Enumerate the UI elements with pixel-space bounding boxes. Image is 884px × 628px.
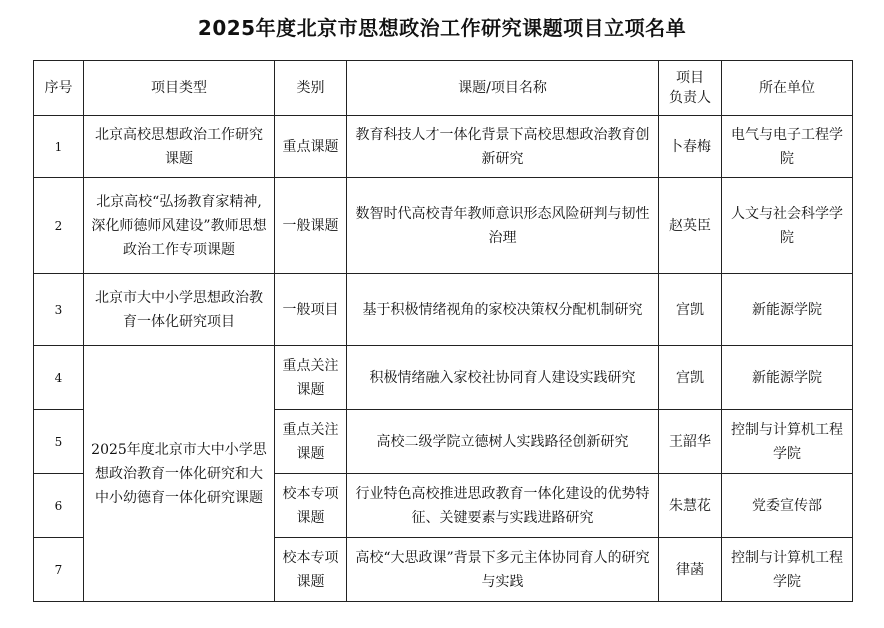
cell-unit: 新能源学院 (722, 274, 853, 346)
cell-name: 数智时代高校青年教师意识形态风险研判与韧性治理 (347, 178, 659, 274)
cell-type-merged: 2025年度北京市大中小学思想政治教育一体化研究和大中小幼德育一体化研究课题 (84, 346, 275, 602)
cell-seq: 6 (34, 474, 84, 538)
table-row (34, 178, 853, 274)
cell-category: 一般课题 (275, 178, 347, 274)
cell-unit: 党委宣传部 (722, 474, 853, 538)
cell-category: 一般项目 (275, 274, 347, 346)
cell-type: 北京高校“弘扬教育家精神,深化师德师风建设”教师思想政治工作专项课题 (84, 178, 275, 274)
cell-seq: 7 (34, 538, 84, 602)
table-row (34, 346, 853, 410)
cell-leader: 卜春梅 (659, 116, 722, 178)
cell-seq: 2 (34, 178, 84, 274)
cell-unit: 控制与计算机工程学院 (722, 538, 853, 602)
cell-name: 高校二级学院立德树人实践路径创新研究 (347, 410, 659, 474)
cell-name: 基于积极情绪视角的家校决策权分配机制研究 (347, 274, 659, 346)
cell-seq: 1 (34, 116, 84, 178)
cell-leader: 宫凯 (659, 274, 722, 346)
cell-name: 行业特色高校推进思政教育一体化建设的优势特征、关键要素与实践进路研究 (347, 474, 659, 538)
header-seq: 序号 (34, 61, 84, 116)
header-leader (659, 61, 722, 116)
project-table (33, 60, 853, 602)
header-name: 课题/项目名称 (347, 61, 659, 116)
header-type: 项目类型 (84, 61, 275, 116)
cell-type: 北京市大中小学思想政治教育一体化研究项目 (84, 274, 275, 346)
table-row (34, 116, 853, 178)
cell-unit: 控制与计算机工程学院 (722, 410, 853, 474)
cell-category: 重点关注课题 (275, 346, 347, 410)
cell-leader: 宫凯 (659, 346, 722, 410)
cell-unit: 电气与电子工程学院 (722, 116, 853, 178)
header-category: 类别 (275, 61, 347, 116)
cell-category: 重点关注课题 (275, 410, 347, 474)
header-leader-line1: 项目 (676, 70, 704, 86)
cell-category: 重点课题 (275, 116, 347, 178)
cell-name: 高校“大思政课”背景下多元主体协同育人的研究与实践 (347, 538, 659, 602)
cell-category: 校本专项课题 (275, 538, 347, 602)
cell-unit: 人文与社会科学学院 (722, 178, 853, 274)
cell-name: 教育科技人才一体化背景下高校思想政治教育创新研究 (347, 116, 659, 178)
page-title: 2025年度北京市思想政治工作研究课题项目立项名单 (197, 16, 687, 40)
header-leader-line2: 负责人 (669, 90, 711, 106)
table-row (34, 274, 853, 346)
cell-name: 积极情绪融入家校社协同育人建设实践研究 (347, 346, 659, 410)
header-row (34, 61, 853, 116)
cell-leader: 朱慧花 (659, 474, 722, 538)
cell-leader: 王韶华 (659, 410, 722, 474)
cell-seq: 5 (34, 410, 84, 474)
header-unit: 所在单位 (722, 61, 853, 116)
cell-unit: 新能源学院 (722, 346, 853, 410)
cell-leader: 律菡 (659, 538, 722, 602)
cell-seq: 3 (34, 274, 84, 346)
cell-leader: 赵英臣 (659, 178, 722, 274)
cell-category: 校本专项课题 (275, 474, 347, 538)
cell-seq: 4 (34, 346, 84, 410)
cell-type: 北京高校思想政治工作研究课题 (84, 116, 275, 178)
